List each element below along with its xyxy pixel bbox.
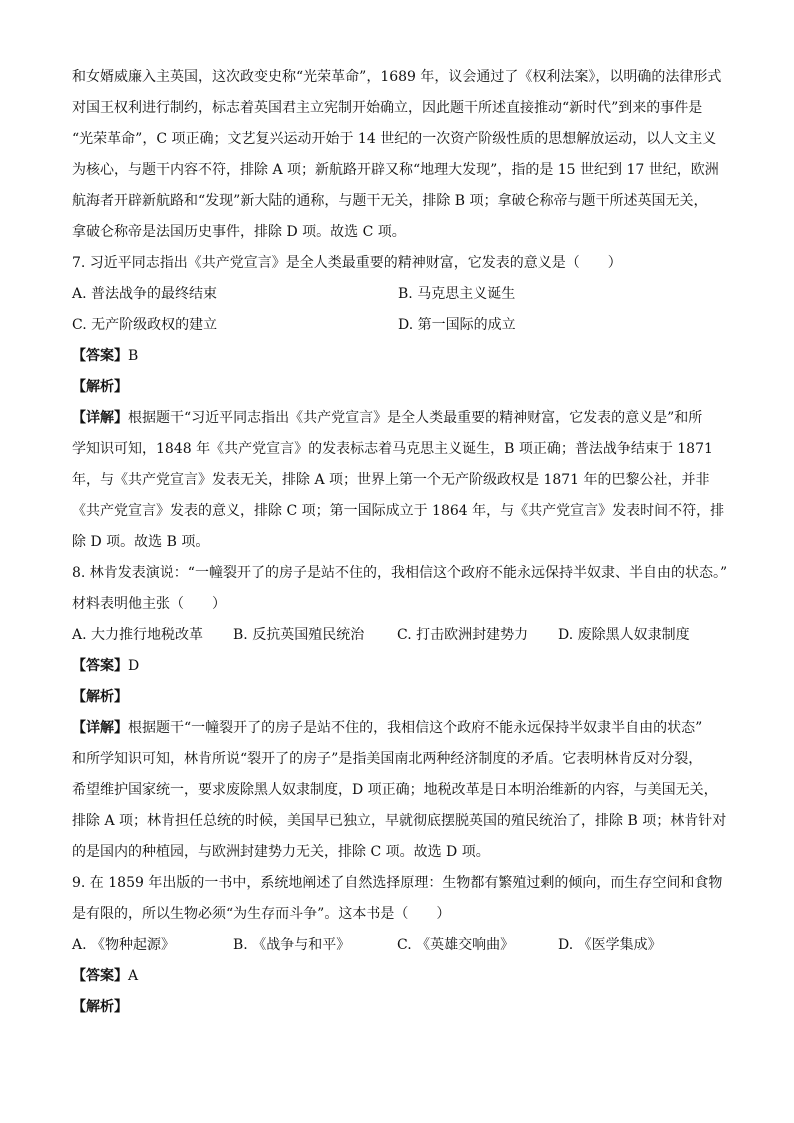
option-c: C. 无产阶级政权的建立	[72, 317, 218, 333]
answer-label: 【答案】	[72, 658, 128, 674]
detail-text: 根据题干“习近平同志指出《共产党宣言》是全人类最重要的精神财富，它发表的意义是”和所	[128, 410, 703, 426]
analysis-label: 【解析】	[72, 689, 128, 705]
question-9	[72, 868, 732, 1023]
text-line: 除 D 项。故选 B 项。	[72, 534, 210, 550]
text-line: 和所学知识可知，林肯所说“裂开了的房子”是指美国南北两种经济制度的矛盾。它表明林肯反对分裂，	[72, 751, 703, 767]
option-c: C. 《英雄交响曲》	[397, 937, 515, 953]
text-line: 学知识可知，1848 年《共产党宣言》的发表标志着马克思主义诞生，B 项正确；普法战争结束于 1871	[72, 441, 713, 457]
text-line: “光荣革命”，C 项正确；文艺复兴运动开始于 14 世纪的一次资产阶级性质的思想解放运动，以人文主义	[72, 131, 717, 147]
option-c: C. 打击欧洲封建势力	[397, 627, 529, 643]
question-8	[72, 558, 732, 868]
detail-text: 根据题干“一幢裂开了的房子是站不住的，我相信这个政府不能永远保持半奴隶半自由的状态”	[128, 720, 703, 736]
text-line: 《共产党宣言》发表的意义，排除 C 项；第一国际成立于 1864 年，与《共产党宣言》发表时间不符，排	[72, 503, 725, 519]
option-a: A. 《物种起源》	[72, 937, 176, 953]
answer-label: 【答案】	[72, 968, 128, 984]
answer-line	[72, 651, 732, 682]
question-stem: 材料表明他主张（ ）	[72, 596, 226, 612]
option-b: B. 《战争与和平》	[233, 937, 351, 953]
analysis-label: 【解析】	[72, 379, 128, 395]
option-a: A. 大力推行地税改革	[72, 627, 204, 643]
options-row	[72, 620, 732, 651]
text-line: 排除 A 项；林肯担任总统的时候，美国早已独立，早就彻底摆脱英国的殖民统治了，排除 B 项；林肯针对	[72, 813, 727, 829]
detail-label: 【详解】	[72, 410, 128, 426]
text-line: 为核心，与题干内容不符，排除 A 项；新航路开辟又称“地理大发现”，指的是 15 世纪到 17 世纪，欧洲	[72, 162, 719, 178]
option-d: D. 废除黑人奴隶制度	[558, 627, 690, 643]
analysis-line	[72, 992, 732, 1023]
options-row	[72, 279, 732, 310]
question-7	[72, 248, 732, 558]
answer-value: B	[128, 348, 139, 364]
analysis-line	[72, 682, 732, 713]
options-row	[72, 310, 732, 341]
analysis-line	[72, 372, 732, 403]
option-d: D. 第一国际的成立	[398, 317, 516, 333]
answer-line	[72, 341, 732, 372]
text-line: 希望维护国家统一，要求废除黑人奴隶制度，D 项正确；地税改革是日本明治维新的内容，与美国无关，	[72, 782, 718, 798]
options-row	[72, 930, 732, 961]
answer-label: 【答案】	[72, 348, 128, 364]
question-stem: 8. 林肯发表演说：“一幢裂开了的房子是站不住的，我相信这个政府不能永远保持半奴隶、半自由的状态。”	[72, 565, 728, 581]
answer-value: D	[128, 658, 140, 674]
text-line: 对国王权利进行制约，标志着英国君主立宪制开始确立，因此题干所述直接推动“新时代”到来的事件是	[72, 100, 703, 116]
text-line: 拿破仑称帝是法国历史事件，排除 D 项。故选 C 项。	[72, 224, 406, 240]
document-page	[72, 62, 732, 1023]
question-stem: 是有限的，所以生物必须“为生存而斗争”。这本书是（ ）	[72, 906, 451, 922]
detail-line	[72, 403, 732, 434]
text-line: 年，与《共产党宣言》发表无关，排除 A 项；世界上第一个无产阶级政权是 1871 年的巴黎公社，并非	[72, 472, 710, 488]
answer-line	[72, 961, 732, 992]
text-line: 的是国内的种植园，与欧洲封建势力无关，排除 C 项。故选 D 项。	[72, 844, 490, 860]
text-line: 和女婿威廉入主英国，这次政变史称“光荣革命”，1689 年，议会通过了《权利法案》，以明确的法律形式	[72, 69, 722, 85]
text-line: 航海者开辟新航路和“发现”新大陆的通称，与题干无关，排除 B 项；拿破仑称帝与题干所述英国无关，	[72, 193, 708, 209]
detail-line	[72, 713, 732, 744]
option-a: A. 普法战争的最终结束	[72, 286, 218, 302]
option-b: B. 反抗英国殖民统治	[233, 627, 365, 643]
q6-explanation-tail	[72, 62, 732, 248]
answer-value: A	[128, 968, 139, 984]
detail-label: 【详解】	[72, 720, 128, 736]
question-stem: 9. 在 1859 年出版的一书中，系统地阐述了自然选择原理：生物都有繁殖过剩的倾向，而生存空间和食物	[72, 875, 723, 891]
option-b: B. 马克思主义诞生	[398, 286, 516, 302]
analysis-label: 【解析】	[72, 999, 128, 1015]
question-stem: 7. 习近平同志指出《共产党宣言》是全人类最重要的精神财富，它发表的意义是（ ）	[72, 255, 622, 271]
option-d: D. 《医学集成》	[558, 937, 662, 953]
